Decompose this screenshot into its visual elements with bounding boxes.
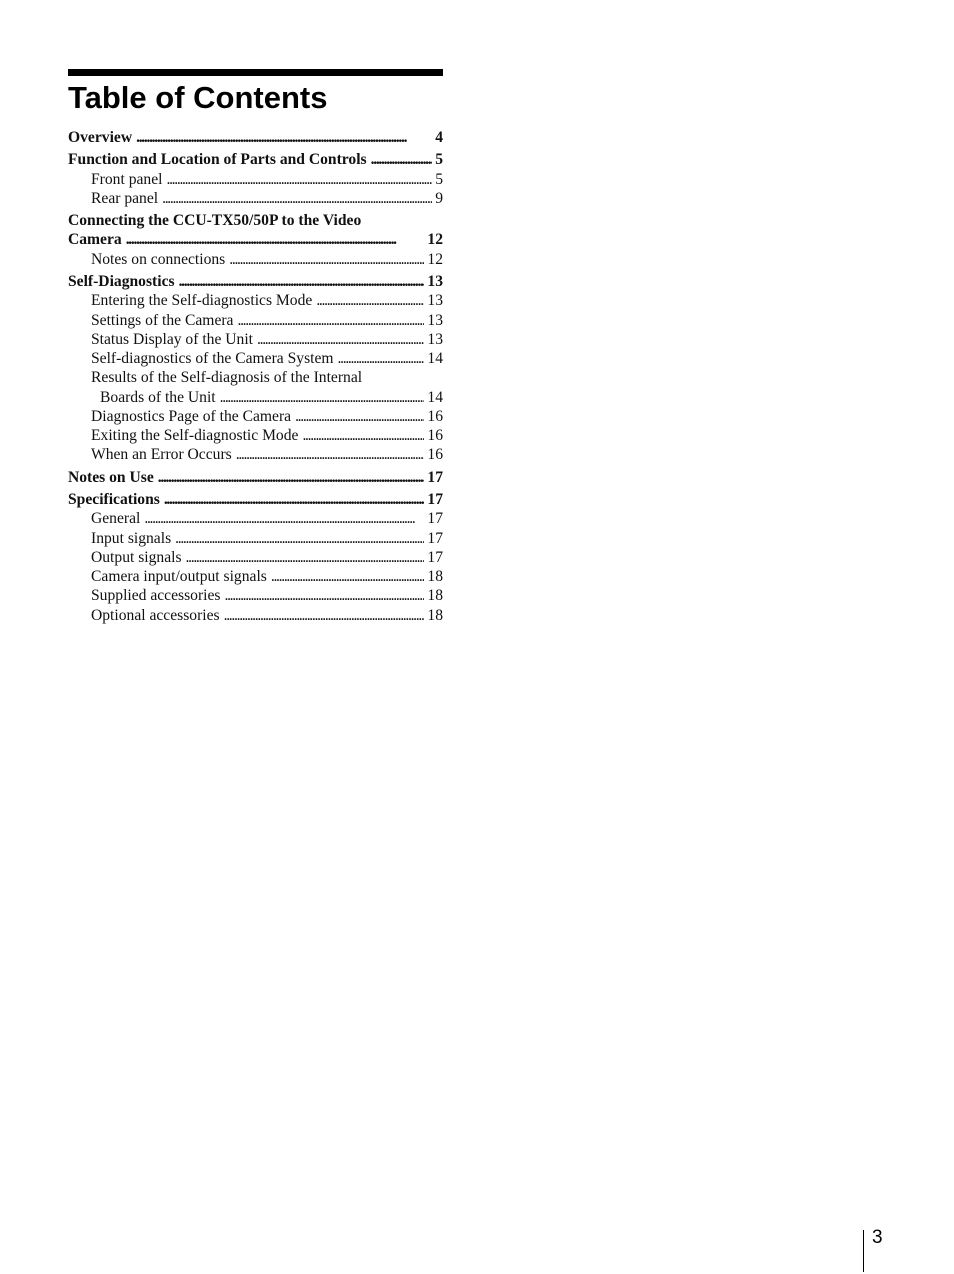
toc-entry-results-line-1[interactable] bbox=[91, 368, 443, 387]
dot-leader bbox=[164, 490, 425, 509]
dot-leader bbox=[257, 330, 424, 349]
toc-entry-page: 9 bbox=[435, 190, 443, 207]
toc-entry-optional-accessories[interactable] bbox=[91, 606, 443, 625]
toc-entry-entering-self-diagnostics[interactable] bbox=[91, 291, 443, 310]
toc-entry-label: Camera input/output signals bbox=[91, 568, 267, 585]
toc-entry-page: 13 bbox=[427, 292, 443, 309]
toc-entry-connecting-line-1[interactable] bbox=[68, 211, 443, 230]
dot-leader bbox=[271, 567, 425, 586]
toc-entry-label: Notes on Use bbox=[68, 469, 154, 486]
dot-leader bbox=[179, 272, 425, 291]
dot-leader bbox=[338, 349, 425, 368]
toc-entry-label: Results of the Self-diagnosis of the Internal bbox=[91, 369, 363, 386]
dot-leader bbox=[158, 468, 425, 487]
toc-entry-diagnostics-page[interactable] bbox=[91, 407, 443, 426]
toc-entry-label: Self-diagnostics of the Camera System bbox=[91, 350, 334, 367]
toc-entry-label: Overview bbox=[68, 129, 133, 146]
dot-leader bbox=[166, 170, 432, 189]
dot-leader bbox=[295, 407, 424, 426]
dot-leader bbox=[186, 548, 425, 567]
toc-entry-page: 17 bbox=[427, 530, 443, 547]
toc-entry-page: 17 bbox=[427, 549, 443, 566]
toc-entry-label: When an Error Occurs bbox=[91, 446, 232, 463]
dot-leader bbox=[224, 586, 424, 605]
toc-entry-overview[interactable] bbox=[68, 128, 443, 147]
page-number: 3 bbox=[872, 1227, 883, 1248]
toc-entry-label: General bbox=[91, 510, 141, 527]
toc-entry-page: 4 bbox=[435, 129, 443, 146]
toc-entry-label: Self-Diagnostics bbox=[68, 273, 175, 290]
toc-entry-when-error-occurs[interactable] bbox=[91, 445, 443, 464]
toc-entry-page: 12 bbox=[427, 251, 443, 268]
title-rule bbox=[68, 69, 443, 76]
toc-entry-page: 16 bbox=[427, 446, 443, 463]
dot-leader bbox=[237, 311, 424, 330]
toc-entry-specifications[interactable] bbox=[68, 490, 443, 509]
toc-entry-results-line-2[interactable] bbox=[100, 388, 443, 407]
toc-entry-label: Supplied accessories bbox=[91, 587, 221, 604]
toc-entry-label: Entering the Self-diagnostics Mode bbox=[91, 292, 313, 309]
dot-leader bbox=[229, 250, 424, 269]
toc-entry-label: Exiting the Self-diagnostic Mode bbox=[91, 427, 299, 444]
toc-entry-label: Rear panel bbox=[91, 190, 159, 207]
toc-entry-notes-on-connections[interactable] bbox=[91, 250, 443, 269]
toc-entry-page: 13 bbox=[427, 273, 443, 290]
toc-entry-label: Settings of the Camera bbox=[91, 312, 234, 329]
toc-entry-page: 14 bbox=[427, 389, 443, 406]
toc-entry-label: Input signals bbox=[91, 530, 172, 547]
toc-entry-front-panel[interactable] bbox=[91, 170, 443, 189]
toc-entry-page: 17 bbox=[427, 469, 443, 486]
dot-leader bbox=[162, 189, 432, 208]
dot-leader bbox=[144, 509, 424, 528]
toc-entry-page: 5 bbox=[435, 171, 443, 188]
toc-entry-notes-on-use[interactable] bbox=[68, 468, 443, 487]
toc-entry-exiting-self-diagnostic[interactable] bbox=[91, 426, 443, 445]
toc-entry-page: 13 bbox=[427, 331, 443, 348]
toc-entry-output-signals[interactable] bbox=[91, 548, 443, 567]
toc-entry-page: 14 bbox=[427, 350, 443, 367]
toc-entry-label: Diagnostics Page of the Camera bbox=[91, 408, 292, 425]
toc-entry-label: Status Display of the Unit bbox=[91, 331, 253, 348]
toc-entry-status-display[interactable] bbox=[91, 330, 443, 349]
toc-entry-rear-panel[interactable] bbox=[91, 189, 443, 208]
toc-entry-label: Specifications bbox=[68, 491, 160, 508]
toc-entry-label: Connecting the CCU-TX50/50P to the Video bbox=[68, 212, 362, 229]
toc-entry-input-signals[interactable] bbox=[91, 529, 443, 548]
toc-entry-camera-io-signals[interactable] bbox=[91, 567, 443, 586]
page-title: Table of Contents bbox=[68, 80, 328, 115]
toc-entry-self-diagnostics[interactable] bbox=[68, 272, 443, 291]
toc-entry-settings-of-camera[interactable] bbox=[91, 311, 443, 330]
toc-entry-page: 18 bbox=[427, 568, 443, 585]
toc-entry-page: 18 bbox=[427, 587, 443, 604]
toc-entry-label: Boards of the Unit bbox=[100, 389, 216, 406]
dot-leader bbox=[136, 128, 432, 147]
toc-entry-page: 13 bbox=[427, 312, 443, 329]
toc-entry-page: 18 bbox=[427, 607, 443, 624]
dot-leader bbox=[175, 529, 424, 548]
dot-leader bbox=[224, 606, 425, 625]
toc-entry-page: 17 bbox=[427, 510, 443, 527]
toc-entry-general[interactable] bbox=[91, 509, 443, 528]
toc-entry-page: 16 bbox=[427, 408, 443, 425]
dot-leader bbox=[302, 426, 424, 445]
dot-leader bbox=[220, 388, 425, 407]
toc-entry-label: Notes on connections bbox=[91, 251, 226, 268]
toc-entry-supplied-accessories[interactable] bbox=[91, 586, 443, 605]
toc-entry-label: Optional accessories bbox=[91, 607, 220, 624]
toc-entry-page: 16 bbox=[427, 427, 443, 444]
toc-entry-label: Output signals bbox=[91, 549, 182, 566]
toc-entry-connecting-line-2[interactable] bbox=[68, 230, 443, 249]
toc-entry-label: Function and Location of Parts and Controls bbox=[68, 151, 367, 168]
dot-leader bbox=[126, 230, 425, 249]
toc-entry-self-diagnostics-camera-system[interactable] bbox=[91, 349, 443, 368]
dot-leader bbox=[236, 445, 425, 464]
toc-entry-label: Front panel bbox=[91, 171, 163, 188]
toc-entry-page: 17 bbox=[427, 491, 443, 508]
footer-rule bbox=[863, 1230, 864, 1272]
toc-entry-label: Camera bbox=[68, 231, 122, 248]
toc-entry-page: 12 bbox=[427, 231, 443, 248]
dot-leader bbox=[371, 150, 433, 169]
toc-entry-page: 5 bbox=[435, 151, 443, 168]
toc-entry-function-and-location[interactable] bbox=[68, 150, 443, 169]
dot-leader bbox=[316, 291, 424, 310]
